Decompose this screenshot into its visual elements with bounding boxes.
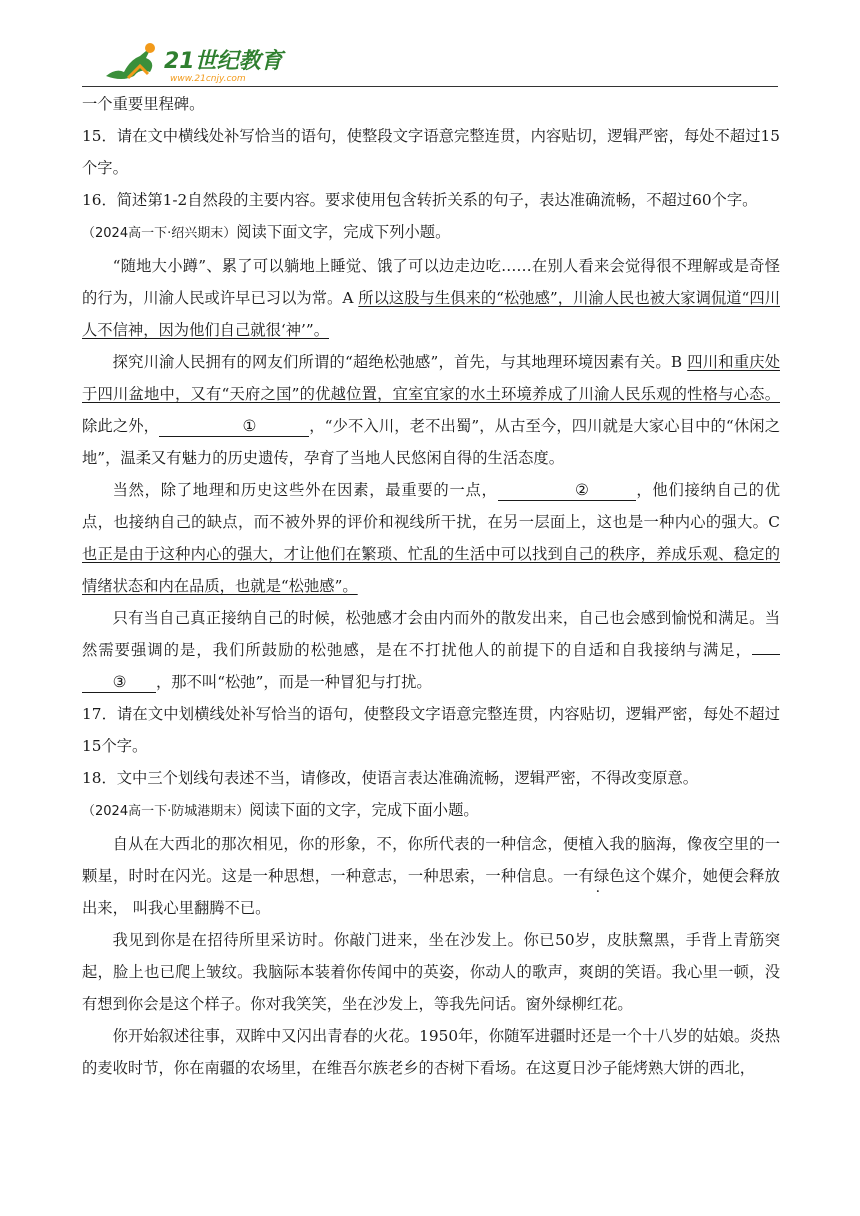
blank-2[interactable]: ② xyxy=(498,480,636,501)
question-15: 15．请在文中横线处补写恰当的语句，使整段文字语意完整连贯，内容贴切，逻辑严密，每处不超过15个字。 xyxy=(82,127,780,177)
paragraph-text: 自从在大西北的那次相见，你的形象，不，你所代表的一种信念，便植入我的脑海，像夜空里的一颗星，时时在闪光。这是一种思想，一种意志，一种思索，一种信息。 xyxy=(82,835,780,885)
paragraph-5 xyxy=(82,828,780,924)
paragraph-text: 除此之外， xyxy=(82,417,160,435)
paragraph-7: 你开始叙述往事，双眸中又闪出青春的火花。1950年，你随军进疆时还是一个十八岁的姑娘。炎热的麦收时节，你在南疆的农场里，在维吾尔族老乡的杏树下看场。在这夏日沙子能烤熟大饼的西北， xyxy=(82,1027,780,1077)
paragraph-2 xyxy=(82,346,780,474)
paragraph-1 xyxy=(82,250,780,346)
paragraph-6: 我见到你是在招待所里采访时。你敲门进来，坐在沙发上。你已50岁，皮肤黧黑，手背上青筋突起，脸上也已爬上皱纹。我脑际本装着你传闻中的英姿，你动人的歌声，爽朗的笑语。我心里一顿，没有想到你会是这个样子。你对我笑笑，坐在沙发上，等我先问话。窗外绿柳红花。 xyxy=(82,931,780,1013)
question-16: 16．简述第1-2自然段的主要内容。要求使用包含转折关系的句子，表达准确流畅，不超过60个字。 xyxy=(82,191,758,209)
underlined-sentence-a: 所以这股与生俱来的“松弛感”，川渝人民也被大家调侃道“四川人不信神，因为他们自己就很‘神’”。 xyxy=(82,289,780,339)
text-line: 一个重要里程碑。 xyxy=(82,95,205,113)
paragraph-text: ，那不叫“松弛”，而是一种冒犯与打扰。 xyxy=(156,673,432,691)
logo-21cnjy xyxy=(100,38,360,84)
emphasis-dot-char: 一 · xyxy=(563,867,579,885)
paragraph-text: 探究川渝人民拥有的网友们所谓的“超绝松弛感”，首先，与其地理环境因素有关。B xyxy=(112,353,688,371)
paragraph-4 xyxy=(82,602,780,698)
source-line-2 xyxy=(82,794,780,828)
runner-icon xyxy=(106,46,152,79)
paragraph-text: 当然，除了地理和历史这些外在因素，最重要的一点， xyxy=(112,481,498,499)
question-18: 18．文中三个划线句表述不当，请修改，使语言表达准确流畅，逻辑严密，不得改变原意。 xyxy=(82,769,699,787)
blank-3-start[interactable] xyxy=(752,634,780,655)
blank-3[interactable]: ③ xyxy=(82,672,156,693)
logo-url: www.21cnjy.com xyxy=(170,74,246,84)
source-line-1 xyxy=(82,216,780,250)
underlined-sentence-c: 也正是由于这种内心的强大，才让他们在繁琐、忙乱的生活中可以找到自己的秩序，养成乐观、稳定的情绪状态和内在品质，也就是“松弛感”。 xyxy=(82,545,780,595)
paragraph-text: 有绿色这个媒介，她便会释放出来， 叫我心里翻腾不已。 xyxy=(82,867,780,917)
paragraph-text: ，“少不入川，老不出蜀”，从古至今，四川就是大家心目中的“休闲之地”，温柔又有魅力的历史遗传，孕育了当地人民悠闲自得的生活态度。 xyxy=(82,417,780,467)
page-header xyxy=(82,34,778,88)
paragraph-text: 只有当自己真正接纳自己的时候，松弛感才会由内而外的散发出来，自己也会感到愉悦和满足。当然需要强调的是，我们所鼓励的松弛感，是在不打扰他人的前提下的自适和自我接纳与满足， xyxy=(82,609,780,659)
source-instruction: 阅读下面的文字，完成下面小题。 xyxy=(249,801,479,819)
paragraph-3 xyxy=(82,474,780,602)
paragraph-text: ，他们接纳自己的优点，也接纳自己的缺点，而不被外界的评价和视线所干扰，在另一层面上，这也是一种内心的强大。C xyxy=(82,481,780,531)
blank-1[interactable]: ① xyxy=(159,416,309,437)
header-divider xyxy=(82,86,778,87)
underlined-sentence-b: 四川和重庆处于四川盆地中，又有“天府之国”的优越位置，宜室宜家的水土环境养成了川渝人民乐观的性格与心态。 xyxy=(82,353,780,403)
document-body xyxy=(82,88,780,1084)
source-tag: （2024高一下·绍兴期末） xyxy=(82,226,237,241)
source-tag: （2024高一下·防城港期末） xyxy=(82,804,250,819)
question-17: 17．请在文中划横线处补写恰当的语句，使整段文字语意完整连贯，内容贴切，逻辑严密，每处不超过15个字。 xyxy=(82,705,780,755)
source-instruction: 阅读下面文字，完成下列小题。 xyxy=(236,223,451,241)
paragraph-text: “随地大小蹲”、累了可以躺地上睡觉、饿了可以边走边吃……在别人看来会觉得很不理解或是奇怪的行为，川渝人民或许早已习以为常。A xyxy=(82,257,780,307)
logo-text: 21世纪教育 xyxy=(164,49,283,74)
